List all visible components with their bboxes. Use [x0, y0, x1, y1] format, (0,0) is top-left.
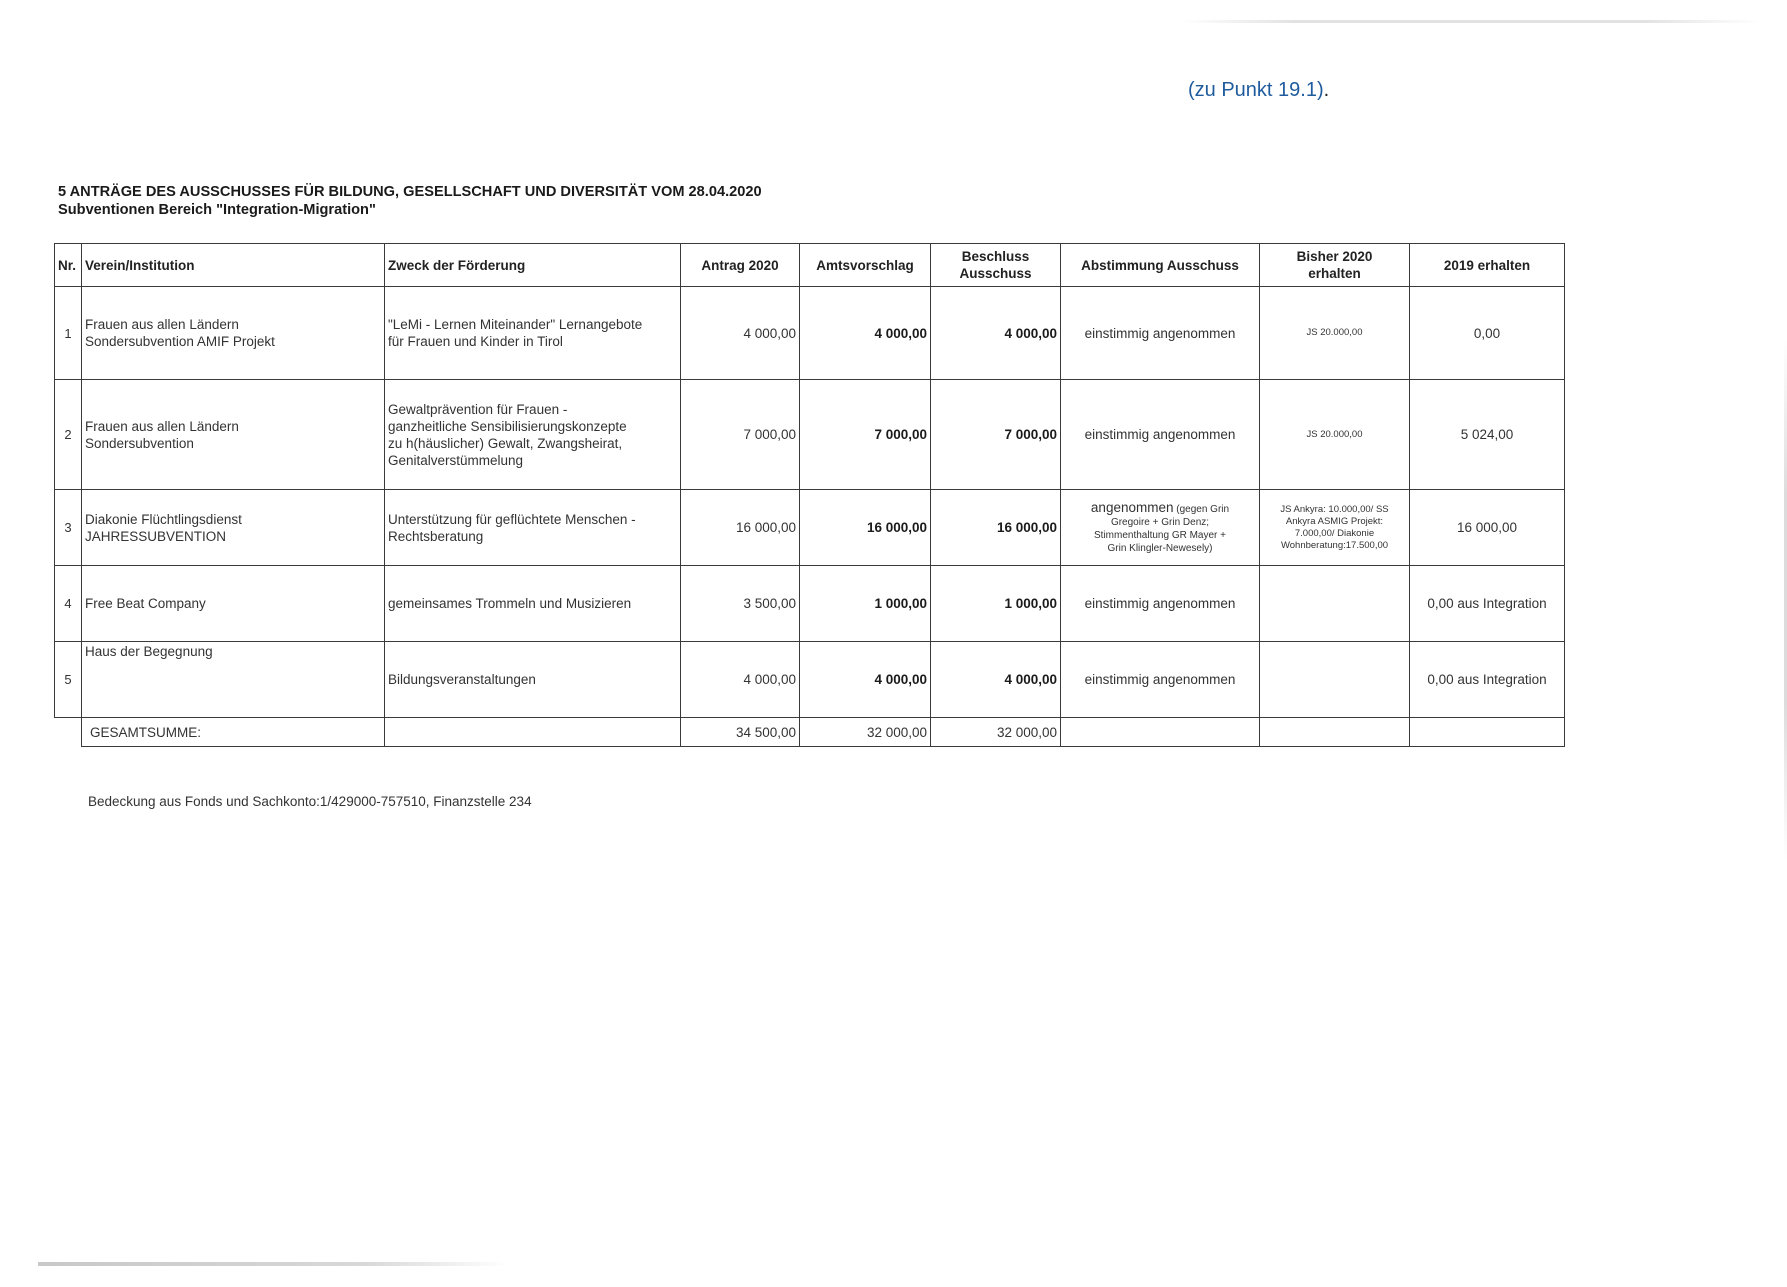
cell-received: JS 20.000,00 — [1260, 380, 1410, 490]
agenda-reference — [1188, 79, 1329, 102]
cell-request: 3 500,00 — [681, 566, 800, 642]
cell-proposal: 7 000,00 — [800, 380, 931, 490]
received-line: Ankyra ASMIG Projekt: — [1285, 515, 1384, 527]
subsidy-table — [54, 243, 1565, 747]
header-received-line-2: erhalten — [1308, 266, 1361, 281]
cell-institution — [82, 490, 385, 566]
header-purpose: Zweck der Förderung — [385, 244, 681, 287]
header-received — [1260, 244, 1410, 287]
cell-request: 4 000,00 — [681, 642, 800, 718]
total-label: GESAMTSUMME: — [82, 718, 385, 747]
vote-detail: Stimmenthaltung GR Mayer + — [1094, 529, 1226, 541]
cell-purpose — [385, 490, 681, 566]
cell-decision: 4 000,00 — [931, 287, 1061, 380]
agenda-reference-dot: . — [1323, 79, 1330, 101]
cell-prev: 0,00 aus Integration — [1410, 566, 1565, 642]
header-proposal: Amtsvorschlag — [800, 244, 931, 287]
table-row — [55, 566, 1565, 642]
scan-artifact-bottom — [38, 1262, 508, 1266]
cell-received — [1260, 642, 1410, 718]
cell-vote: einstimmig angenommen — [1061, 642, 1260, 718]
header-vote: Abstimmung Ausschuss — [1061, 244, 1260, 287]
cell-vote: einstimmig angenommen — [1061, 380, 1260, 490]
purpose-line: "LeMi - Lernen Miteinander" Lernangebote — [388, 317, 643, 332]
cell-received — [1260, 490, 1410, 566]
header-decision-line-2: Ausschuss — [959, 266, 1032, 281]
cell-request: 4 000,00 — [681, 287, 800, 380]
purpose-line: zu h(häuslicher) Gewalt, Zwangsheirat, — [388, 435, 623, 451]
institution-line: Sondersubvention — [85, 435, 194, 451]
vote-detail: Grin Klingler-Newesely) — [1107, 542, 1213, 554]
cell-nr: 2 — [55, 380, 82, 490]
header-nr: Nr. — [55, 244, 82, 287]
cell-institution: Haus der Begegnung — [82, 642, 385, 718]
header-decision-line-1: Beschluss — [961, 249, 1030, 264]
cell-vote — [1061, 490, 1260, 566]
total-vote-blank — [1061, 718, 1260, 747]
cell-decision: 16 000,00 — [931, 490, 1061, 566]
institution-line: Sondersubvention AMIF Projekt — [85, 334, 275, 349]
cell-purpose — [385, 380, 681, 490]
cell-prev: 5 024,00 — [1410, 380, 1565, 490]
cell-proposal: 4 000,00 — [800, 287, 931, 380]
cell-prev: 0,00 — [1410, 287, 1565, 380]
cell-nr: 1 — [55, 287, 82, 380]
institution-line: Diakonie Flüchtlingsdienst — [85, 511, 242, 527]
cell-received — [1260, 566, 1410, 642]
cell-vote: einstimmig angenommen — [1061, 566, 1260, 642]
total-request: 34 500,00 — [681, 718, 800, 747]
received-line: 7.000,00/ Diakonie — [1294, 527, 1375, 539]
total-proposal: 32 000,00 — [800, 718, 931, 747]
scan-artifact-top — [1180, 20, 1760, 23]
cell-institution — [82, 380, 385, 490]
table-header-row — [55, 244, 1565, 287]
cell-decision: 1 000,00 — [931, 566, 1061, 642]
title-line-1: 5 ANTRÄGE DES AUSSCHUSSES FÜR BILDUNG, GESELLSCHAFT UND DIVERSITÄT VOM 28.04.2020 — [58, 184, 762, 200]
agenda-reference-text: (zu Punkt 19.1) — [1188, 79, 1324, 101]
total-decision: 32 000,00 — [931, 718, 1061, 747]
purpose-line: Gewaltprävention für Frauen - — [388, 401, 568, 417]
cell-proposal: 16 000,00 — [800, 490, 931, 566]
cell-request: 16 000,00 — [681, 490, 800, 566]
cell-decision: 7 000,00 — [931, 380, 1061, 490]
vote-main: angenommen — [1090, 499, 1174, 515]
header-received-line-1: Bisher 2020 — [1296, 249, 1373, 264]
header-decision — [931, 244, 1061, 287]
table-row — [55, 380, 1565, 490]
total-nr-blank — [55, 718, 82, 747]
received-line: JS Ankyra: 10.000,00/ SS — [1280, 503, 1389, 515]
cell-prev: 0,00 aus Integration — [1410, 642, 1565, 718]
table-row — [55, 287, 1565, 380]
header-institution: Verein/Institution — [82, 244, 385, 287]
title-line-2: Subventionen Bereich "Integration-Migration" — [58, 202, 376, 218]
total-prev-blank — [1410, 718, 1565, 747]
table-row — [55, 642, 1565, 718]
purpose-line: Unterstützung für geflüchtete Menschen - — [388, 511, 636, 527]
document-title — [58, 183, 762, 219]
cell-institution: Free Beat Company — [82, 566, 385, 642]
cell-nr: 4 — [55, 566, 82, 642]
cell-purpose: Bildungsveranstaltungen — [385, 642, 681, 718]
total-purpose-blank — [385, 718, 681, 747]
funding-note: Bedeckung aus Fonds und Sachkonto:1/429000-757510, Finanzstelle 234 — [88, 794, 532, 809]
purpose-line: Genitalverstümmelung — [388, 452, 524, 468]
institution-line: JAHRESSUBVENTION — [85, 528, 227, 544]
cell-nr: 3 — [55, 490, 82, 566]
header-prev: 2019 erhalten — [1410, 244, 1565, 287]
table-row — [55, 490, 1565, 566]
total-row — [55, 718, 1565, 747]
cell-purpose: gemeinsames Trommeln und Musizieren — [385, 566, 681, 642]
cell-nr: 5 — [55, 642, 82, 718]
institution-line: Frauen aus allen Ländern — [85, 317, 239, 332]
received-line: Wohnberatung:17.500,00 — [1280, 539, 1389, 551]
header-request: Antrag 2020 — [681, 244, 800, 287]
cell-institution — [82, 287, 385, 380]
cell-proposal: 1 000,00 — [800, 566, 931, 642]
total-received-blank — [1260, 718, 1410, 747]
vote-detail: (gegen Grin — [1176, 503, 1230, 515]
purpose-line: für Frauen und Kinder in Tirol — [388, 334, 563, 349]
vote-detail: Gregoire + Grin Denz; — [1110, 516, 1210, 528]
cell-vote: einstimmig angenommen — [1061, 287, 1260, 380]
cell-prev: 16 000,00 — [1410, 490, 1565, 566]
cell-received: JS 20.000,00 — [1260, 287, 1410, 380]
cell-purpose — [385, 287, 681, 380]
purpose-line: ganzheitliche Sensibilisierungskonzepte — [388, 418, 627, 434]
institution-line: Frauen aus allen Ländern — [85, 418, 239, 434]
cell-decision: 4 000,00 — [931, 642, 1061, 718]
cell-request: 7 000,00 — [681, 380, 800, 490]
purpose-line: Rechtsberatung — [388, 528, 484, 544]
cell-proposal: 4 000,00 — [800, 642, 931, 718]
